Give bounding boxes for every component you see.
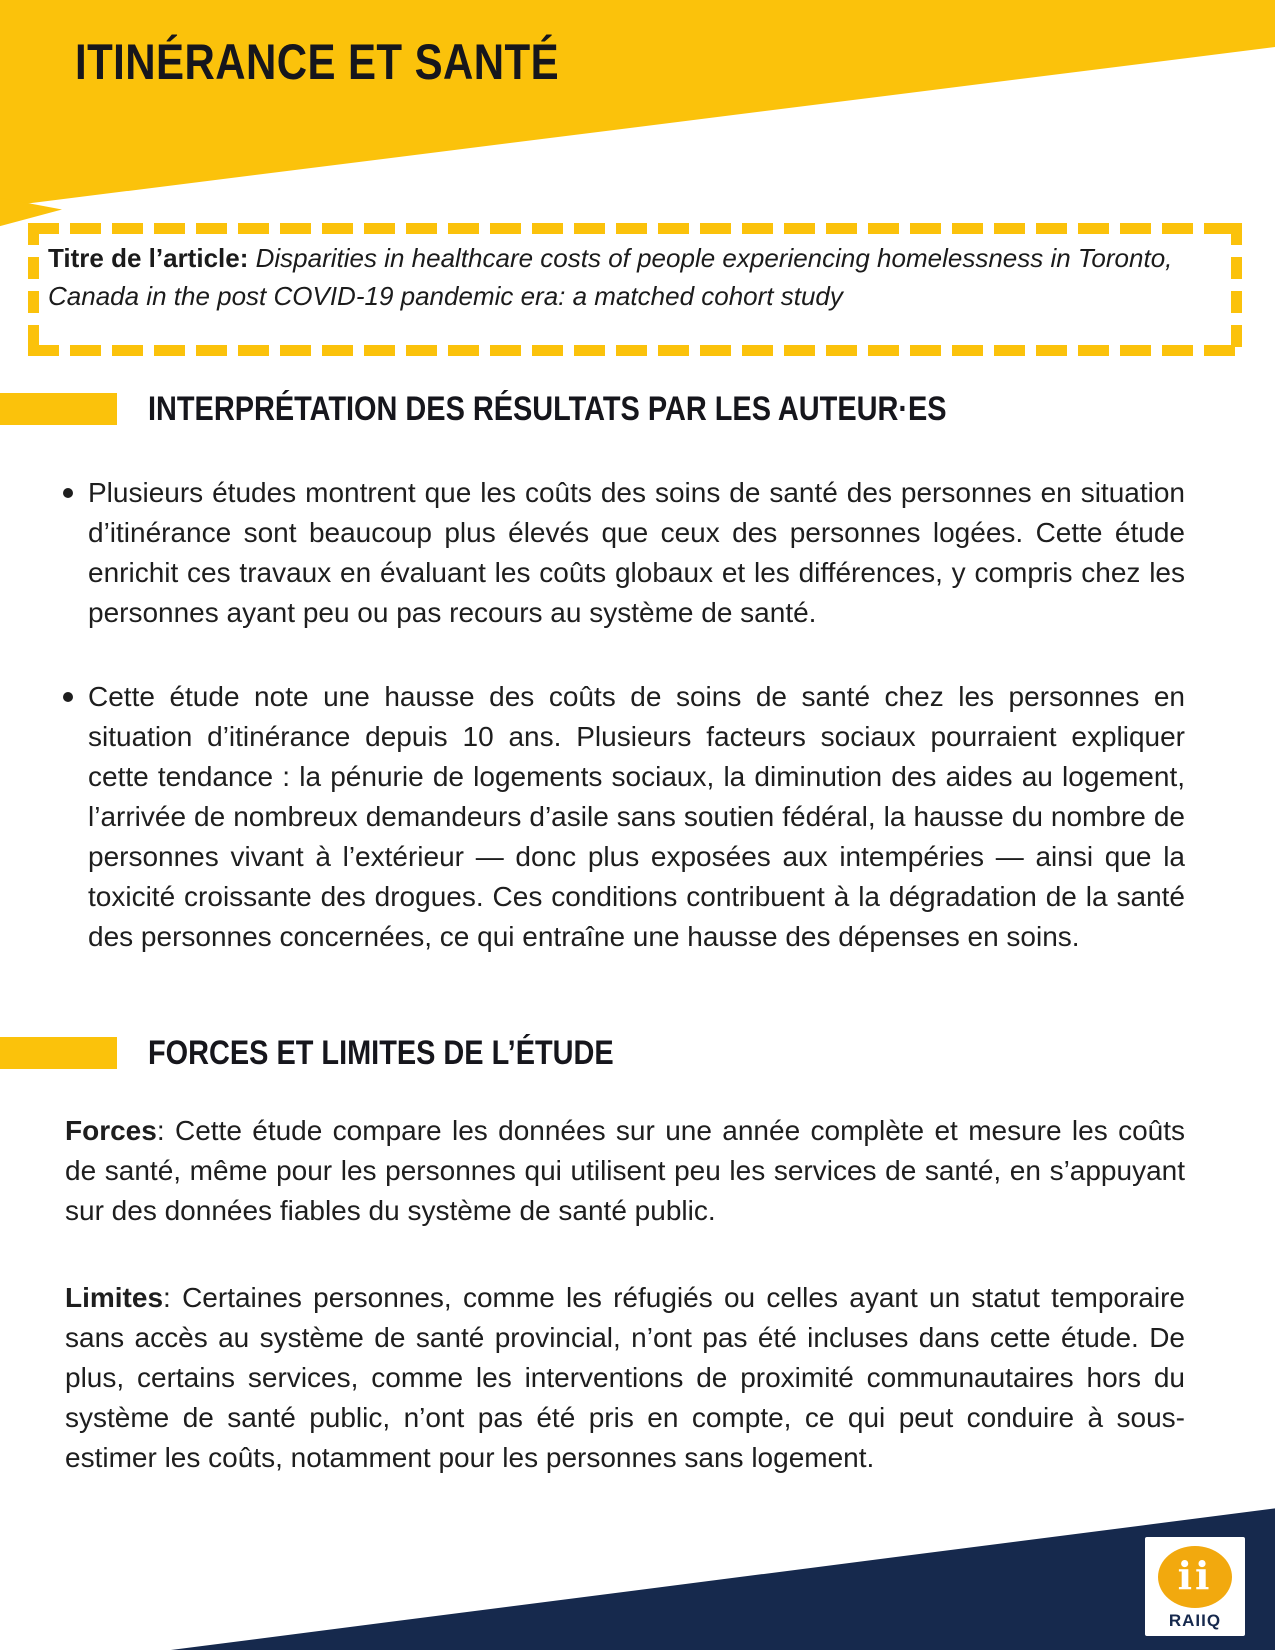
- dashed-border-right: [1231, 223, 1242, 356]
- page-title: ITINÉRANCE ET SANTÉ: [75, 34, 560, 90]
- section-heading-title: FORCES ET LIMITES DE L’ÉTUDE: [148, 1033, 614, 1072]
- dashed-border-top: [28, 223, 1242, 234]
- list-item: [63, 473, 1185, 633]
- article-title-text: [48, 239, 1218, 315]
- section-heading-bar: [0, 1037, 117, 1069]
- forces-text: : Cette étude compare les données sur une année complète et mesure les coûts de santé, même pour les personnes qui utilisent peu les services de santé, en s’appuyant sur des données fiables du système de santé public.: [65, 1115, 1185, 1226]
- dashed-border-bottom: [28, 345, 1242, 356]
- list-item: [63, 677, 1185, 957]
- footer-banner: [0, 1490, 1275, 1650]
- bullet-dot: [63, 692, 73, 702]
- bullet-text: Plusieurs études montrent que les coûts des soins de santé des personnes en situation d’itinérance sont beaucoup plus élevés que ceux des personnes logées. Cette étude enrichit ces travaux en évaluant les coûts globaux et les différences, y compris chez les personnes ayant peu ou pas recours au système de santé.: [88, 477, 1185, 628]
- limites-paragraph: [65, 1278, 1185, 1478]
- article-title-label: Titre de l’article:: [48, 243, 256, 273]
- raiiq-logo-acronym: RAIIQ: [1168, 1611, 1222, 1630]
- bullet-text: Cette étude note une hausse des coûts de soins de santé chez les personnes en situation d’itinérance depuis 10 ans. Plusieurs facteurs sociaux pourraient expliquer cette tendance : la pénurie de logements sociaux, la diminution des aides au logement, l’arrivée de nombreux demandeurs d’asile sans soutien fédéral, la hausse du nombre de personnes vivant à l’extérieur — donc plus exposées aux intempéries — ainsi que la toxicité croissante des drogues. Ces conditions contribuent à la dégradation de la santé des personnes concernées, ce qui entraîne une hausse des dépenses en soins.: [88, 681, 1185, 952]
- raiiq-logo: [1145, 1537, 1245, 1636]
- interpretation-bullet-list: [63, 473, 1185, 957]
- article-title-box: [28, 223, 1242, 356]
- section-heading-forces-limites: [0, 1033, 696, 1072]
- dashed-border-left: [28, 223, 39, 356]
- limites-text: : Certaines personnes, comme les réfugiés ou celles ayant un statut temporaire sans accès au système de santé provincial, n’ont pas été incluses dans cette étude. De plus, certains services, comme les interventions de proximité communautaires hors du système de santé public, n’ont pas été pris en compte, ce qui peut conduire à sous-estimer les coûts, notamment pour les personnes sans logement.: [65, 1282, 1185, 1473]
- article-title-value: Disparities in healthcare costs of people experiencing homelessness in Toronto, Canada in the post COVID-19 pandemic era: a matched cohort study: [48, 243, 1173, 311]
- section-heading-bar: [0, 393, 117, 425]
- forces-label: Forces: [65, 1115, 157, 1146]
- raiiq-logo-ellipse: [1158, 1546, 1232, 1608]
- section-heading-title: INTERPRÉTATION DES RÉSULTATS PAR LES AUTEUR·ES: [148, 389, 947, 428]
- forces-paragraph: [65, 1111, 1185, 1231]
- raiiq-monogram-icon: ii: [1177, 1553, 1213, 1598]
- limites-label: Limites: [65, 1282, 164, 1313]
- bullet-dot: [63, 488, 73, 498]
- section-heading-interpretation: [0, 389, 1087, 428]
